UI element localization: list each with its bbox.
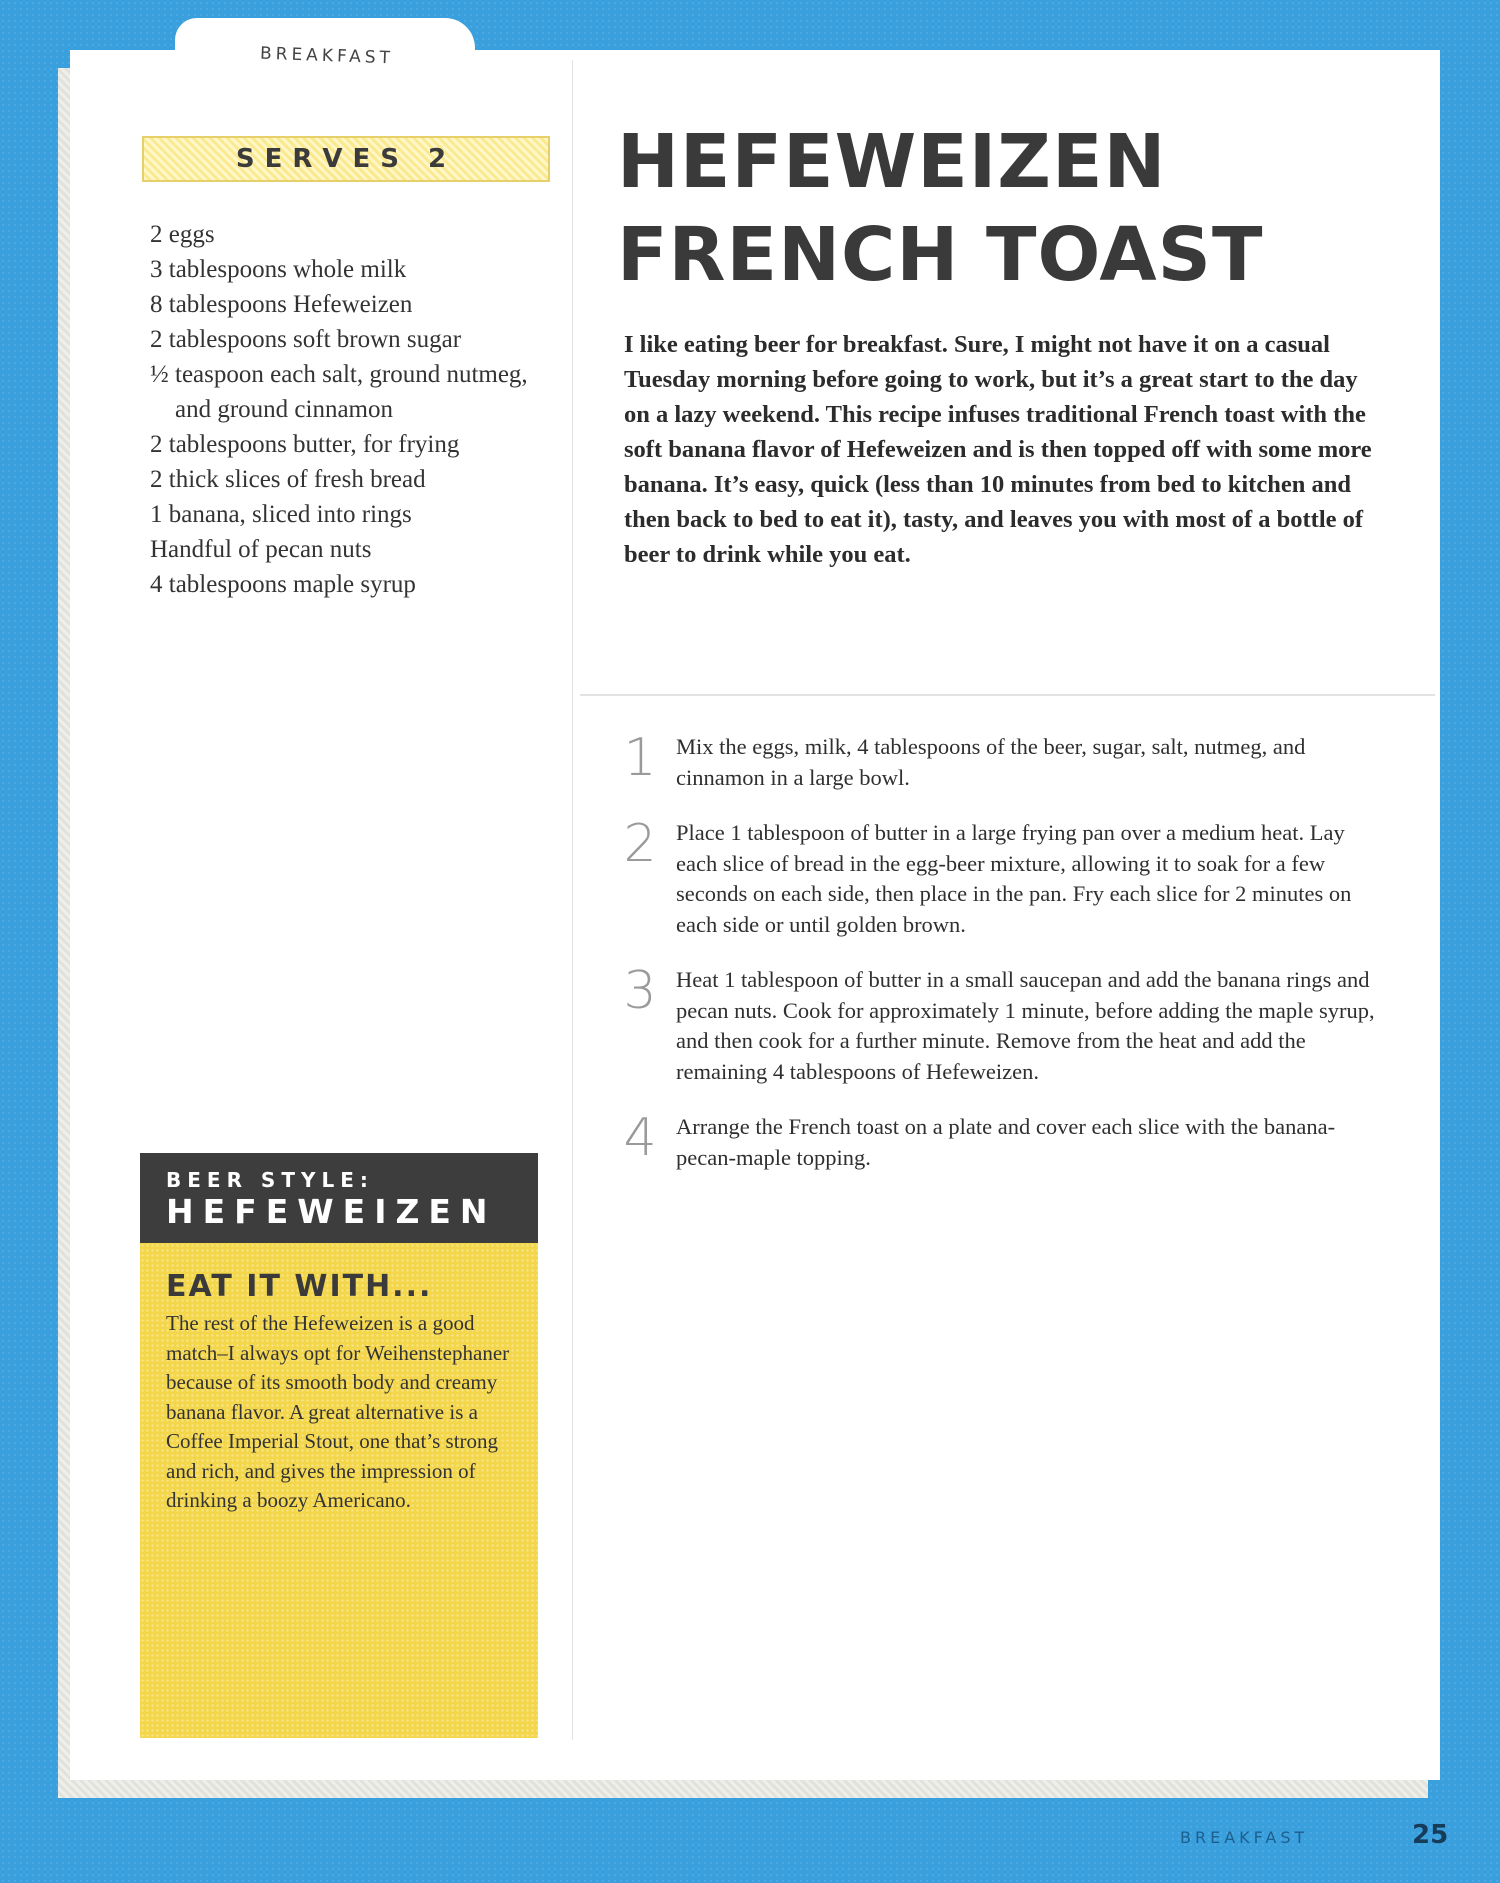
ingredient-item: 2 tablespoons soft brown sugar: [150, 326, 462, 353]
step-number: 1: [623, 728, 657, 788]
step-text: Heat 1 tablespoon of butter in a small saucepan and add the banana rings and pecan nuts. Cook for approximately 1 minute, before adding the maple syrup, and then cook for a further minute. Remove from the heat and add the remaining 4 tablespoons of Hefeweizen.: [676, 967, 1375, 1084]
step-number: 2: [623, 814, 657, 874]
step-text: Arrange the French toast on a plate and cover each slice with the banana-pecan-maple topping.: [676, 1114, 1336, 1170]
method-step: [620, 1108, 1380, 1173]
method-steps: [620, 728, 1380, 1198]
footer-section-label: BREAKFAST: [1180, 1828, 1309, 1847]
ingredient-item: 8 tablespoons Hefeweizen: [150, 291, 413, 318]
ingredient-item: Handful of pecan nuts: [150, 536, 372, 563]
recipe-title-line: HEFEWEIZEN: [617, 119, 1167, 205]
method-step: [620, 961, 1380, 1087]
step-number: 3: [623, 961, 657, 1021]
ingredient-item: 2 tablespoons butter, for frying: [150, 431, 460, 458]
ingredient-list: [150, 217, 570, 602]
ingredient-item: 4 tablespoons maple syrup: [150, 571, 416, 598]
step-text: Mix the eggs, milk, 4 tablespoons of the beer, sugar, salt, nutmeg, and cinnamon in a large bowl.: [676, 734, 1306, 790]
intro-divider: [580, 694, 1435, 696]
ingredient-item: 1 banana, sliced into rings: [150, 501, 412, 528]
serves-label: SERVES 2: [235, 144, 457, 174]
page-number: 25: [1412, 1820, 1449, 1850]
pairing-heading: EAT IT WITH...: [166, 1269, 433, 1304]
section-tab-label: BREAKFAST: [259, 43, 395, 69]
ingredient-item: ½ teaspoon each salt, ground nutmeg, and ground cinnamon: [150, 361, 528, 423]
ingredient-item: 3 tablespoons whole milk: [150, 256, 407, 283]
step-number: 4: [623, 1108, 657, 1168]
pairing-text: The rest of the Hefeweizen is a good match–I always opt for Weihenstephaner because of its smooth body and creamy banana flavor. A great alternative is a Coffee Imperial Stout, one that’s strong and rich, and gives the impression of drinking a boozy Americano.: [166, 1311, 510, 1512]
column-divider: [572, 60, 573, 1740]
beer-style-kicker: BEER STYLE:: [166, 1168, 374, 1192]
ingredient-item: 2 thick slices of fresh bread: [150, 466, 426, 493]
serves-band: [142, 136, 550, 182]
method-step: [620, 814, 1380, 940]
recipe-title: [617, 116, 1397, 302]
pairing-box: [140, 1243, 538, 1738]
recipe-title-line: FRENCH TOAST: [617, 212, 1264, 298]
method-step: [620, 728, 1380, 793]
step-text: Place 1 tablespoon of butter in a large frying pan over a medium heat. Lay each slice of bread in the egg-beer mixture, allowing it to soak for a few seconds on each side, then place in the pan. Fry each slice for 2 minutes on each side or until golden brown.: [676, 820, 1352, 937]
recipe-intro: I like eating beer for breakfast. Sure, I might not have it on a casual Tuesday morning before going to work, but it’s a great start to the day on a lazy weekend. This recipe infuses traditional French toast with the soft banana flavor of Hefeweizen and is then topped off with some more banana. It’s easy, quick (less than 10 minutes from bed to kitchen and then back to bed to eat it), tasty, and leaves you with most of a bottle of beer to drink while you eat.: [624, 331, 1372, 568]
ingredient-item: 2 eggs: [150, 221, 215, 248]
beer-style-box: [140, 1153, 538, 1243]
beer-style-name: HEFEWEIZEN: [166, 1192, 497, 1231]
